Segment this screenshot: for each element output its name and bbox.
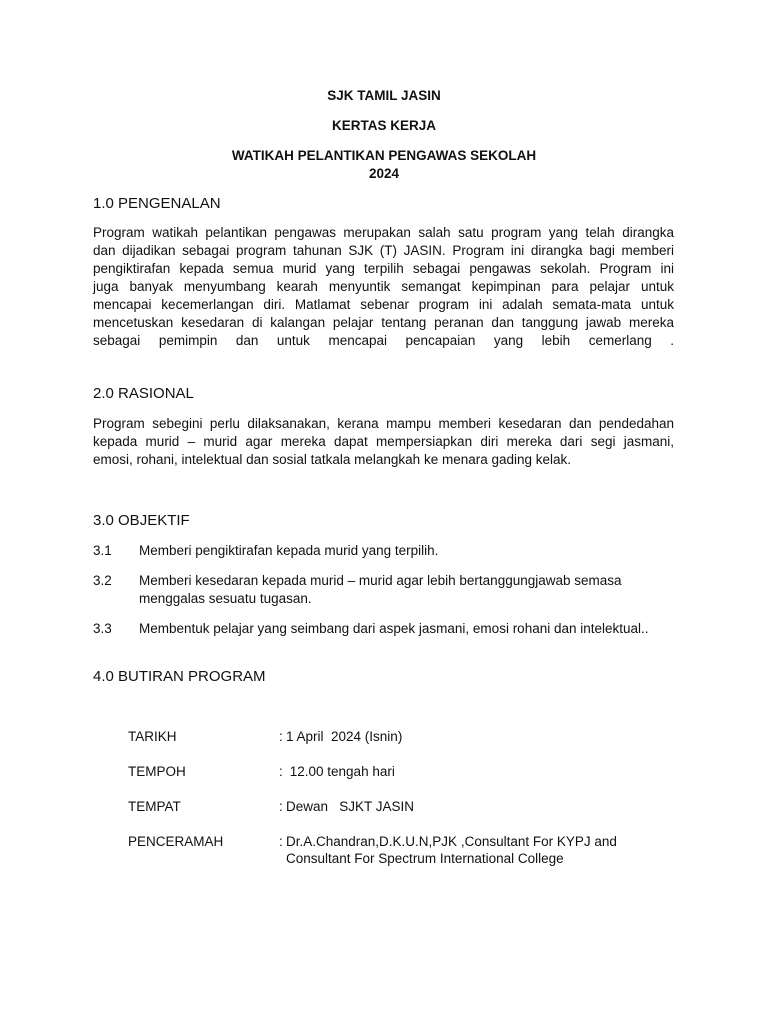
section-paragraph-rasional bbox=[93, 415, 674, 469]
section-heading-pengenalan: 1.0 PENGENALAN bbox=[93, 195, 221, 212]
document-type: KERTAS KERJA bbox=[331, 118, 436, 133]
detail-label: TARIKH bbox=[128, 729, 177, 744]
paragraph-line: mencetuskan kesedaran di kalangan pelajar tentang peranan dan tanggung jawab mereka bbox=[93, 315, 674, 330]
section-heading-rasional: 2.0 RASIONAL bbox=[93, 385, 194, 402]
paragraph-line: juga banyak menyumbang kearah menyuntik semangat kepimpinan para pelajar untuk bbox=[93, 279, 674, 294]
paragraph-line: dan dijadikan sebagai program tahunan SJK (T) JASIN. Program ini dirangka bagi memberi bbox=[93, 243, 674, 258]
detail-value: Dr.A.Chandran,D.K.U.N,PJK ,Consultant For KYPJ and bbox=[286, 834, 617, 849]
objective-text: Memberi pengiktirafan kepada murid yang terpilih. bbox=[139, 543, 439, 558]
paragraph-line: Program sebegini perlu dilaksanakan, kerana mampu memberi kesedaran dan pendedahan bbox=[93, 416, 674, 431]
detail-value: 12.00 tengah hari bbox=[286, 764, 395, 779]
detail-colon: : bbox=[279, 799, 283, 814]
paragraph-line: Program watikah pelantikan pengawas merupakan salah satu program yang telah dirangka bbox=[93, 225, 674, 240]
detail-value-continued: Consultant For Spectrum International College bbox=[286, 851, 564, 866]
objective-text-continued: menggalas sesuatu tugasan. bbox=[139, 591, 312, 606]
detail-value: Dewan SJKT JASIN bbox=[286, 799, 415, 814]
section-heading-objektif: 3.0 OBJEKTIF bbox=[93, 512, 190, 529]
program-title: WATIKAH PELANTIKAN PENGAWAS SEKOLAH bbox=[231, 148, 537, 163]
objective-text: Membentuk pelajar yang seimbang dari aspek jasmani, emosi rohani dan intelektual.. bbox=[139, 621, 649, 636]
detail-label: TEMPOH bbox=[128, 764, 186, 779]
detail-label: PENCERAMAH bbox=[128, 834, 224, 849]
objective-text: Memberi kesedaran kepada murid – murid agar lebih bertanggungjawab semasa bbox=[139, 573, 622, 588]
objective-number: 3.3 bbox=[93, 621, 112, 636]
section-heading-butiran-program: 4.0 BUTIRAN PROGRAM bbox=[93, 668, 266, 685]
objective-number: 3.2 bbox=[93, 573, 112, 588]
school-name: SJK TAMIL JASIN bbox=[327, 88, 441, 103]
detail-value: 1 April 2024 (Isnin) bbox=[286, 729, 403, 744]
paragraph-line: kepada murid – murid agar mereka dapat mempersiapkan diri mereka dari segi jasmani, bbox=[93, 434, 674, 449]
paragraph-line: mencapai kecemerlangan diri. Matlamat sebenar program ini adalah semata-mata untuk bbox=[93, 297, 674, 312]
detail-label: TEMPAT bbox=[128, 799, 181, 814]
detail-colon: : bbox=[279, 834, 283, 849]
program-year: 2024 bbox=[368, 166, 400, 181]
detail-colon: : bbox=[279, 764, 283, 779]
objective-number: 3.1 bbox=[93, 543, 112, 558]
section-paragraph-pengenalan bbox=[93, 224, 674, 350]
paragraph-line: pengiktirafan kepada semua murid yang terpilih sebagai pengawas sekolah. Program ini bbox=[93, 261, 674, 276]
paragraph-line: emosi, rohani, intelektual dan sosial tatkala melangkah ke menara gading kelak. bbox=[93, 452, 572, 467]
paragraph-line: sebagai pemimpin dan untuk mencapai pencapaian yang lebih cemerlang . bbox=[93, 333, 674, 348]
detail-colon: : bbox=[279, 729, 283, 744]
